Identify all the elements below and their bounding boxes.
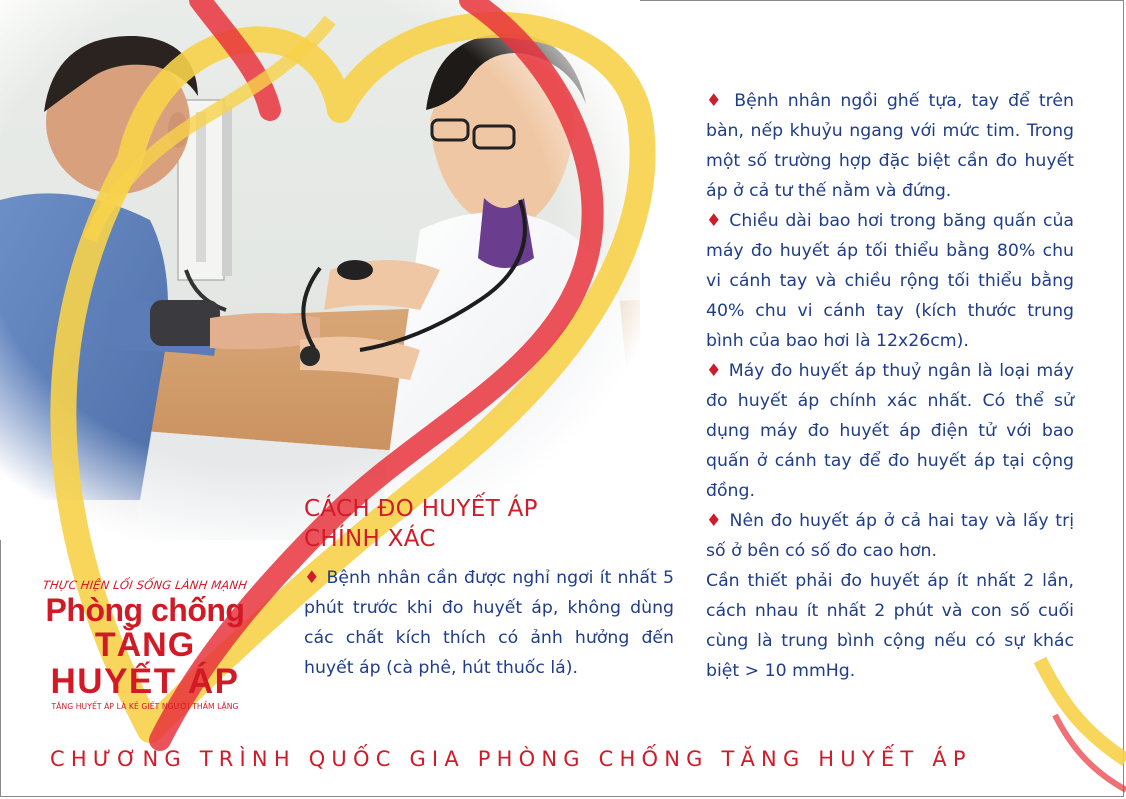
logo-tagline: THỰC HIỆN LỐI SỐNG LÀNH MẠNH: [41, 578, 249, 592]
heading-line-2: CHÍNH XÁC: [304, 526, 436, 552]
right-paragraph-text: Chiều dài bao hơi trong băng quấn của máy đo huyết áp tối thiểu bằng 80% chu vi cánh tay và chiều rộng tối thiểu bằng 40% chu vi cánh tay (kích thước trung bình của bao hơi là 12x26cm).: [706, 211, 1074, 351]
right-paragraph: [706, 206, 1074, 356]
campaign-logo: [40, 578, 250, 728]
heading-line-1: CÁCH ĐO HUYẾT ÁP: [304, 496, 538, 522]
logo-line-2: TĂNG: [94, 626, 196, 664]
section-heading: [304, 494, 684, 554]
logo-subline: TĂNG HUYẾT ÁP LÀ KẺ GIẾT NGƯỜI THẦM LẶNG: [51, 702, 239, 711]
left-paragraph-text: Bệnh nhân cần được nghỉ ngơi ít nhất 5 phút trước khi đo huyết áp, không dùng các chất kích thích có ảnh hưởng đến huyết áp (cà phê, hút thuốc lá).: [304, 568, 674, 678]
right-paragraph: [706, 506, 1074, 566]
right-paragraph: [706, 86, 1074, 206]
right-paragraph-text: Bệnh nhân ngồi ghế tựa, tay để trên bàn, nếp khuỷu ngang với mức tim. Trong một số trường hợp đặc biệt cần đo huyết áp ở cả tư thế nằm và đứng.: [706, 91, 1074, 201]
left-paragraph: [304, 563, 674, 683]
logo-line-1: Phòng chống: [45, 592, 245, 628]
program-footer: CHƯƠNG TRÌNH QUỐC GIA PHÒNG CHỐNG TĂNG HUYẾT ÁP: [50, 747, 972, 771]
diamond-bullet-icon: ♦: [304, 568, 321, 588]
right-paragraph: [706, 356, 1074, 506]
diamond-bullet-icon: ♦: [706, 511, 723, 531]
right-column: [706, 86, 1074, 686]
diamond-bullet-icon: ♦: [706, 211, 723, 231]
left-column: [304, 563, 674, 683]
logo-line-3: HUYẾT ÁP: [50, 662, 240, 701]
right-closing-paragraph: Cần thiết phải đo huyết áp ít nhất 2 lần, cách nhau ít nhất 2 phút và con số cuối cùng là trung bình cộng nếu có sự khác biệt > 10 mmHg.: [706, 571, 1074, 681]
right-paragraph-text: Máy đo huyết áp thuỷ ngân là loại máy đo huyết áp chính xác nhất. Có thể sử dụng máy đo huyết áp điện tử với bao quấn ở cánh tay để đo huyết áp tại cộng đồng.: [706, 361, 1074, 501]
right-paragraph-text: Nên đo huyết áp ở cả hai tay và lấy trị số ở bên có số đo cao hơn.: [706, 511, 1074, 561]
diamond-bullet-icon: ♦: [706, 91, 726, 111]
diamond-bullet-icon: ♦: [706, 361, 723, 381]
